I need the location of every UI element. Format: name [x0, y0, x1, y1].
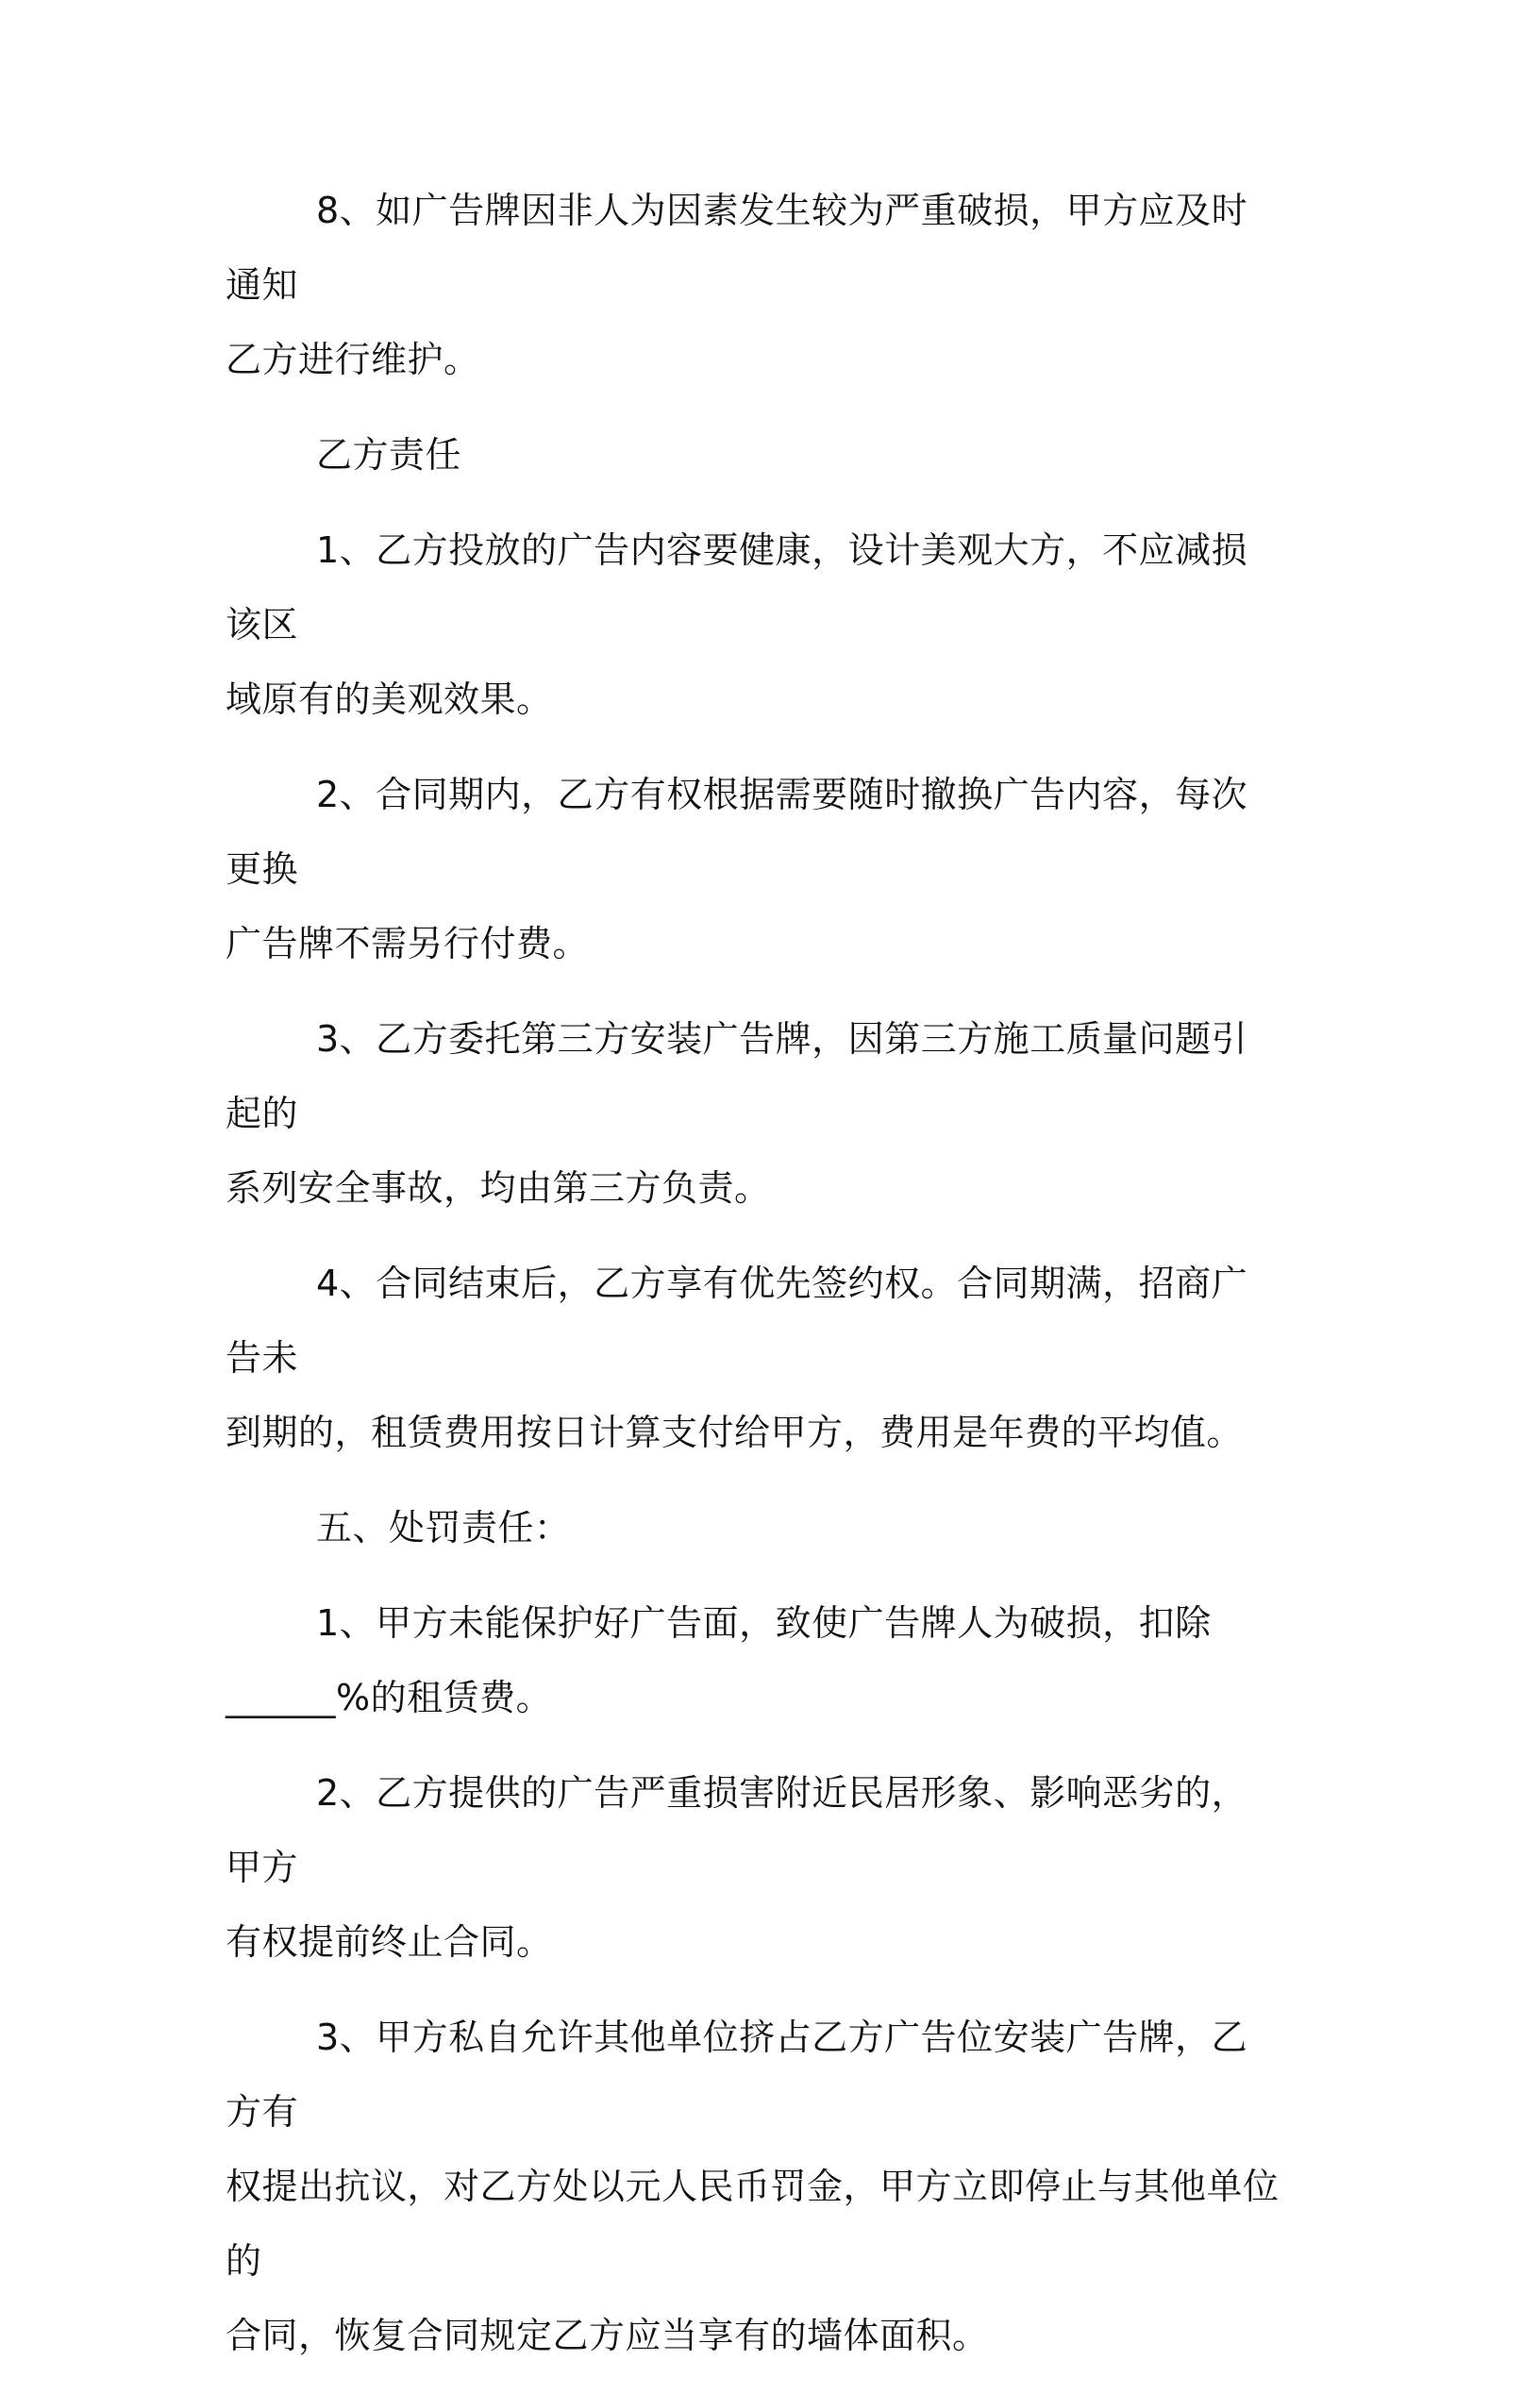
paragraph-line: 有权提前终止合同。 [226, 1921, 553, 1963]
paragraph-line: 3、甲方私自允许其他单位挤占乙方广告位安装广告牌，乙方有 [226, 2017, 1248, 2133]
paragraph-b2-replacement [226, 758, 1282, 981]
paragraph-p3-encroachment [226, 2001, 1282, 2373]
paragraph-line: ______%的租赁费。 [226, 1677, 553, 1718]
paragraph-line: 广告牌不需另行付费。 [226, 923, 590, 964]
paragraph-line: 3、乙方委托第三方安装广告牌，因第三方施工质量问题引起的 [226, 1018, 1248, 1134]
paragraph-line: 1、甲方未能保护好广告面，致使广告牌人为破损，扣除 [316, 1602, 1212, 1644]
paragraph-line: 合同，恢复合同规定乙方应当享有的墙体面积。 [226, 2315, 989, 2356]
heading-text: 五、处罚责任： [316, 1507, 571, 1549]
paragraph-line: 2、乙方提供的广告严重损害附近民居形象、影响恶劣的，甲方 [226, 1772, 1248, 1888]
paragraph-line: 1、乙方投放的广告内容要健康，设计美观大方，不应减损该区 [226, 529, 1248, 645]
heading-text: 乙方责任 [316, 434, 462, 476]
document-body [226, 174, 1282, 2394]
paragraph-line: 权提出抗议，对乙方处以元人民币罚金，甲方立即停止与其他单位的 [226, 2166, 1280, 2282]
paragraph-line: 4、合同结束后，乙方享有优先签约权。合同期满，招商广告未 [226, 1263, 1248, 1379]
paragraph-b4-renewal [226, 1247, 1282, 1470]
paragraph-line: 8、如广告牌因非人为因素发生较为严重破损，甲方应及时通知 [226, 190, 1248, 306]
paragraph-b1-content [226, 513, 1282, 737]
section-heading-party-b-responsibility [226, 418, 1282, 493]
paragraph-line: 系列安全事故，均由第三方负责。 [226, 1167, 771, 1209]
paragraph-8-repair-notice [226, 174, 1282, 397]
paragraph-p2-termination [226, 1756, 1282, 1980]
paragraph-line: 到期的，租赁费用按日计算支付给甲方，费用是年费的平均值。 [226, 1412, 1244, 1453]
paragraph-p1-damage [226, 1586, 1282, 1735]
paragraph-line: 乙方进行维护。 [226, 339, 480, 380]
paragraph-b3-third-party [226, 1002, 1282, 1226]
section-heading-penalty [226, 1491, 1282, 1565]
paragraph-line: 域原有的美观效果。 [226, 678, 553, 720]
paragraph-line: 2、合同期内，乙方有权根据需要随时撤换广告内容，每次更换 [226, 774, 1248, 890]
